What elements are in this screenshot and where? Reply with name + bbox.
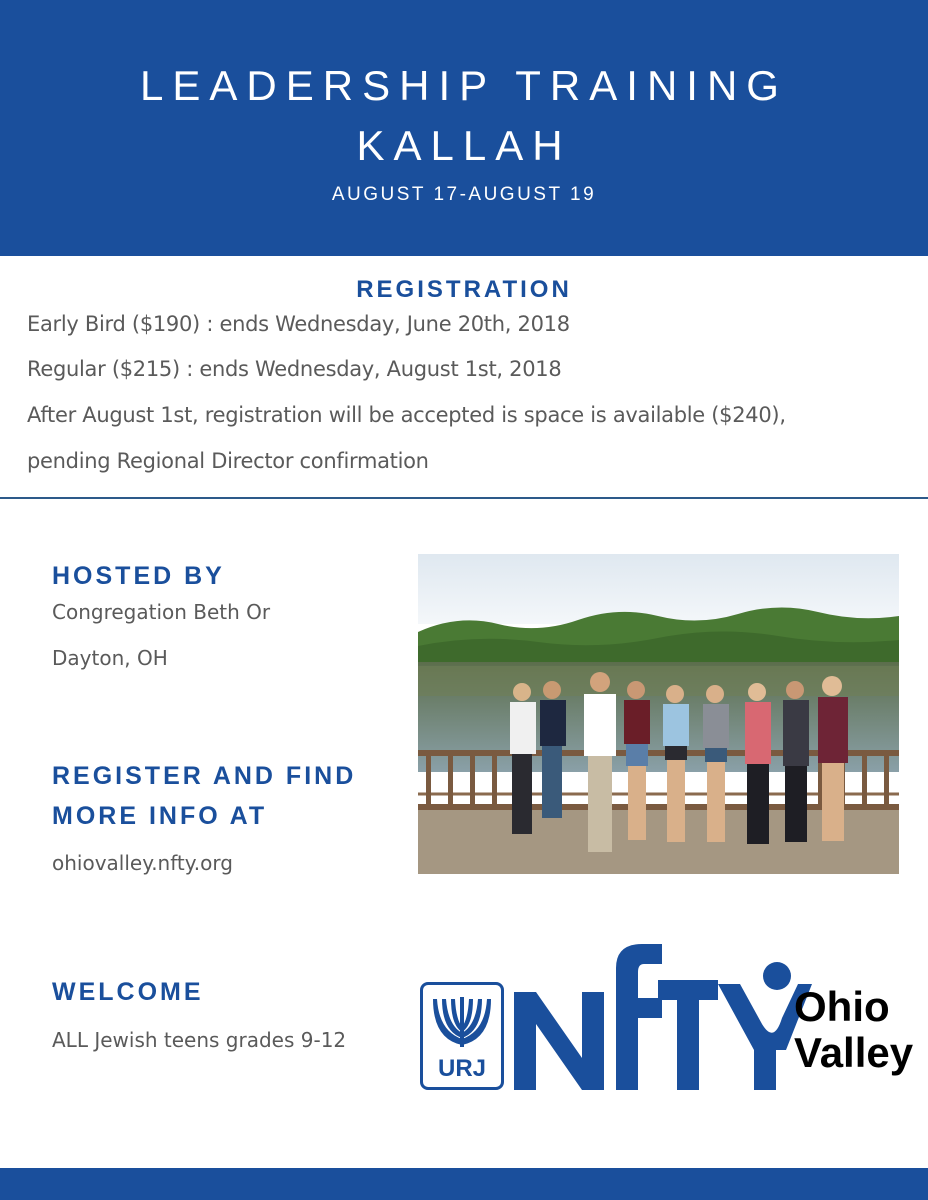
event-title-line2: KALLAH	[356, 122, 572, 169]
group-photo	[418, 554, 899, 874]
event-dates: AUGUST 17-AUGUST 19	[331, 184, 597, 205]
event-title-line1: LEADERSHIP TRAINING	[140, 62, 788, 109]
host-name: Congregation Beth Or	[52, 600, 271, 624]
register-heading-line1: REGISTER AND FIND	[52, 762, 357, 790]
registration-early-bird: Early Bird ($190) : ends Wednesday, June 20th, 2018	[27, 312, 570, 336]
registration-late-note-cont: pending Regional Director confirmation	[27, 449, 429, 473]
register-heading	[52, 756, 356, 836]
region-name-line2: Valley	[794, 1029, 914, 1076]
register-link[interactable]: ohiovalley.nfty.org	[52, 851, 233, 875]
welcome-text: ALL Jewish teens grades 9-12	[52, 1028, 347, 1052]
host-location: Dayton, OH	[52, 646, 168, 670]
region-name	[794, 984, 913, 1076]
menorah-icon	[423, 989, 501, 1059]
welcome-heading: WELCOME	[52, 978, 204, 1006]
registration-late-note: After August 1st, registration will be accepted is space is available ($240),	[27, 403, 786, 427]
nfty-wordmark	[512, 940, 812, 1100]
nfty-ohio-valley-logo	[420, 940, 928, 1100]
event-title	[0, 56, 928, 176]
header-banner	[0, 0, 928, 256]
hosted-by-heading: HOSTED BY	[52, 562, 225, 590]
footer-bar	[0, 1168, 928, 1200]
registration-heading: REGISTRATION	[356, 276, 572, 303]
region-name-line1: Ohio	[794, 983, 890, 1030]
registration-regular: Regular ($215) : ends Wednesday, August 1st, 2018	[27, 357, 562, 381]
urj-label: URJ	[437, 1055, 486, 1082]
register-heading-line2: MORE INFO AT	[52, 802, 268, 830]
section-divider	[0, 497, 928, 499]
urj-logo	[420, 982, 504, 1090]
